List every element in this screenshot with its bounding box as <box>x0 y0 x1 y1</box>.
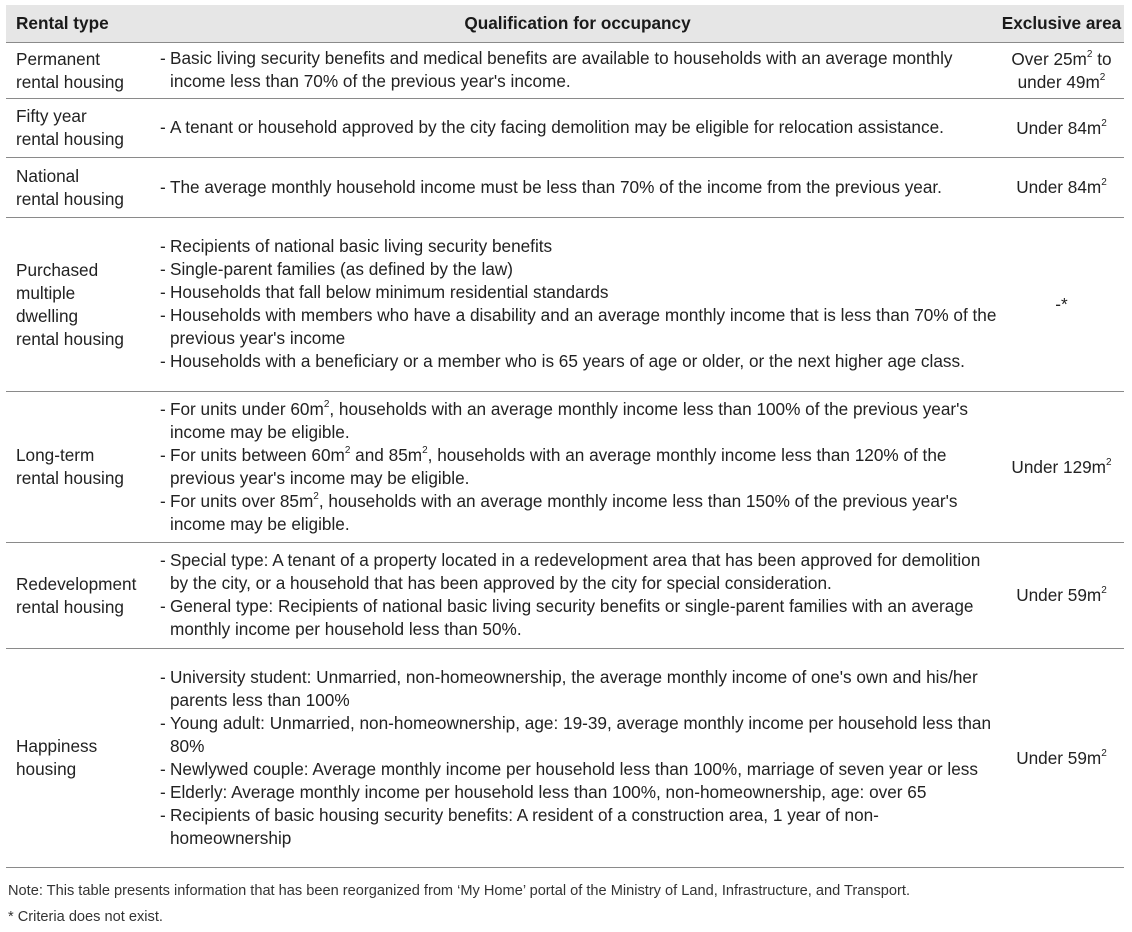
rental-type-line: rental housing <box>16 188 124 209</box>
qualification-item: - For units over $85m^2$, households with an average monthly income less than 150% of the previous year's income may be eligible. <box>160 490 999 536</box>
rental-type-line: Redevelopment <box>16 573 137 594</box>
superscript: 2 <box>1101 117 1107 129</box>
qualification-list <box>160 116 999 139</box>
qualification-list <box>160 398 999 536</box>
table-row <box>6 43 1124 99</box>
area-line: Over $25m^2$ to <box>1011 48 1112 69</box>
rental-type-line: Permanent <box>16 48 101 69</box>
rental-type-line: dwelling <box>16 305 79 326</box>
qualification-cell <box>156 392 999 543</box>
superscript: 2 <box>1106 456 1112 468</box>
exclusive-area-cell <box>999 43 1124 99</box>
superscript: 2 <box>1101 585 1107 597</box>
qualification-item: - Households that fall below minimum residential standards <box>160 281 999 304</box>
exclusive-area-cell: Under $129m^2$ <box>999 392 1124 543</box>
table-row <box>6 543 1124 649</box>
qualification-cell <box>156 543 999 649</box>
rental-type-line: rental housing <box>16 596 124 617</box>
column-header-qualification: Qualification for occupancy <box>156 5 999 43</box>
superscript: 2 <box>1101 177 1107 189</box>
rental-type-line: rental housing <box>16 328 124 349</box>
rental-type-cell <box>6 43 156 99</box>
table-row <box>6 218 1124 392</box>
qualification-list <box>160 235 999 373</box>
exclusive-area-cell: Under $59m^2$ <box>999 649 1124 868</box>
qualification-list <box>160 47 999 93</box>
qualification-item: - Households with members who have a disability and an average monthly income that is less than 70% of the previous year's income <box>160 304 999 350</box>
rental-type-cell <box>6 543 156 649</box>
rental-type-line: rental housing <box>16 129 124 149</box>
exclusive-area-cell: Under $84m^2$ <box>999 158 1124 218</box>
exclusive-area-cell: Under $84m^2$ <box>999 99 1124 158</box>
rental-housing-table <box>6 5 1124 868</box>
qualification-item: - Households with a beneficiary or a member who is 65 years of age or older, or the next higher age class. <box>160 350 999 373</box>
qualification-item: - Elderly: Average monthly income per household less than 100%, non-homeownership, age: over 65 <box>160 781 999 804</box>
rental-type-line: housing <box>16 759 77 779</box>
exclusive-area-cell: -* <box>999 218 1124 392</box>
exclusive-area-cell: Under $59m^2$ <box>999 543 1124 649</box>
table-row <box>6 392 1124 543</box>
table-row <box>6 158 1124 218</box>
rental-type-line: Long-term <box>16 445 95 465</box>
rental-type-cell <box>6 218 156 392</box>
qualification-item: - General type: Recipients of national basic living security benefits or single-parent families with an average monthly income per household less than 50%. <box>160 595 999 641</box>
footnote: * Criteria does not exist. <box>8 909 163 925</box>
area-line: under $49m^2$ <box>1017 71 1106 92</box>
qualification-list <box>160 176 999 199</box>
qualification-item: - For units between $60m^2$ and $85m^2$, households with an average monthly income less than 120% of the previous year's income may be eligible. <box>160 444 999 490</box>
table-notes <box>8 878 910 930</box>
qualification-item: - Young adult: Unmarried, non-homeownership, age: 19-39, average monthly income per household less than 80% <box>160 712 999 758</box>
qualification-cell <box>156 218 999 392</box>
rental-type-cell <box>6 158 156 218</box>
rental-type-cell <box>6 392 156 543</box>
qualification-item: - Single-parent families (as defined by the law) <box>160 258 999 281</box>
column-header-rental-type: Rental type <box>6 5 156 43</box>
qualification-item: - A tenant or household approved by the city facing demolition may be eligible for relocation assistance. <box>160 116 999 139</box>
rental-type-line: Happiness <box>16 736 98 756</box>
superscript: 2 <box>1101 747 1107 759</box>
qualification-list <box>160 549 999 641</box>
rental-type-line: National <box>16 165 80 186</box>
table-row <box>6 649 1124 868</box>
table-row <box>6 99 1124 158</box>
qualification-cell <box>156 649 999 868</box>
qualification-item: - University student: Unmarried, non-homeownership, the average monthly income of one's own and his/her parents less than 100% <box>160 666 999 712</box>
rental-type-line: rental housing <box>16 468 124 488</box>
qualification-list <box>160 666 999 850</box>
superscript: 2 <box>323 398 330 410</box>
source-note: Note: This table presents information that has been reorganized from ‘My Home’ portal of the Ministry of Land, Infrastructure, and Transport. <box>8 883 911 899</box>
superscript: 2 <box>313 490 319 502</box>
rental-type-cell <box>6 99 156 158</box>
superscript: 2 <box>1086 48 1093 60</box>
qualification-item: - Recipients of national basic living security benefits <box>160 235 999 258</box>
qualification-item: - Recipients of basic housing security benefits: A resident of a construction area, 1 year of non-homeownership <box>160 804 999 850</box>
superscript: 2 <box>1099 71 1106 83</box>
qualification-item: - Basic living security benefits and medical benefits are available to households with an average monthly income less than 70% of the previous year's income. <box>160 47 999 93</box>
qualification-item: - For units under $60m^2$, households with an average monthly income less than 100% of the previous year's income may be eligible. <box>160 398 999 444</box>
rental-type-line: Purchased <box>16 259 99 280</box>
qualification-cell <box>156 43 999 99</box>
qualification-cell <box>156 99 999 158</box>
superscript: 2 <box>422 444 428 456</box>
qualification-item: - The average monthly household income must be less than 70% of the income from the previous year. <box>160 176 999 199</box>
table-header-row <box>6 5 1124 43</box>
rental-type-line: rental housing <box>16 71 124 92</box>
qualification-item: - Newlywed couple: Average monthly income per household less than 100%, marriage of seven year or less <box>160 758 999 781</box>
qualification-item: - Special type: A tenant of a property located in a redevelopment area that has been approved for demolition by the city, or a household that has been approved by the city for special consideration. <box>160 549 999 595</box>
qualification-cell <box>156 158 999 218</box>
rental-type-line: multiple <box>16 282 76 303</box>
superscript: 2 <box>344 444 351 456</box>
rental-type-line: Fifty year <box>16 106 87 126</box>
column-header-exclusive-area: Exclusive area <box>999 5 1124 43</box>
rental-type-cell <box>6 649 156 868</box>
